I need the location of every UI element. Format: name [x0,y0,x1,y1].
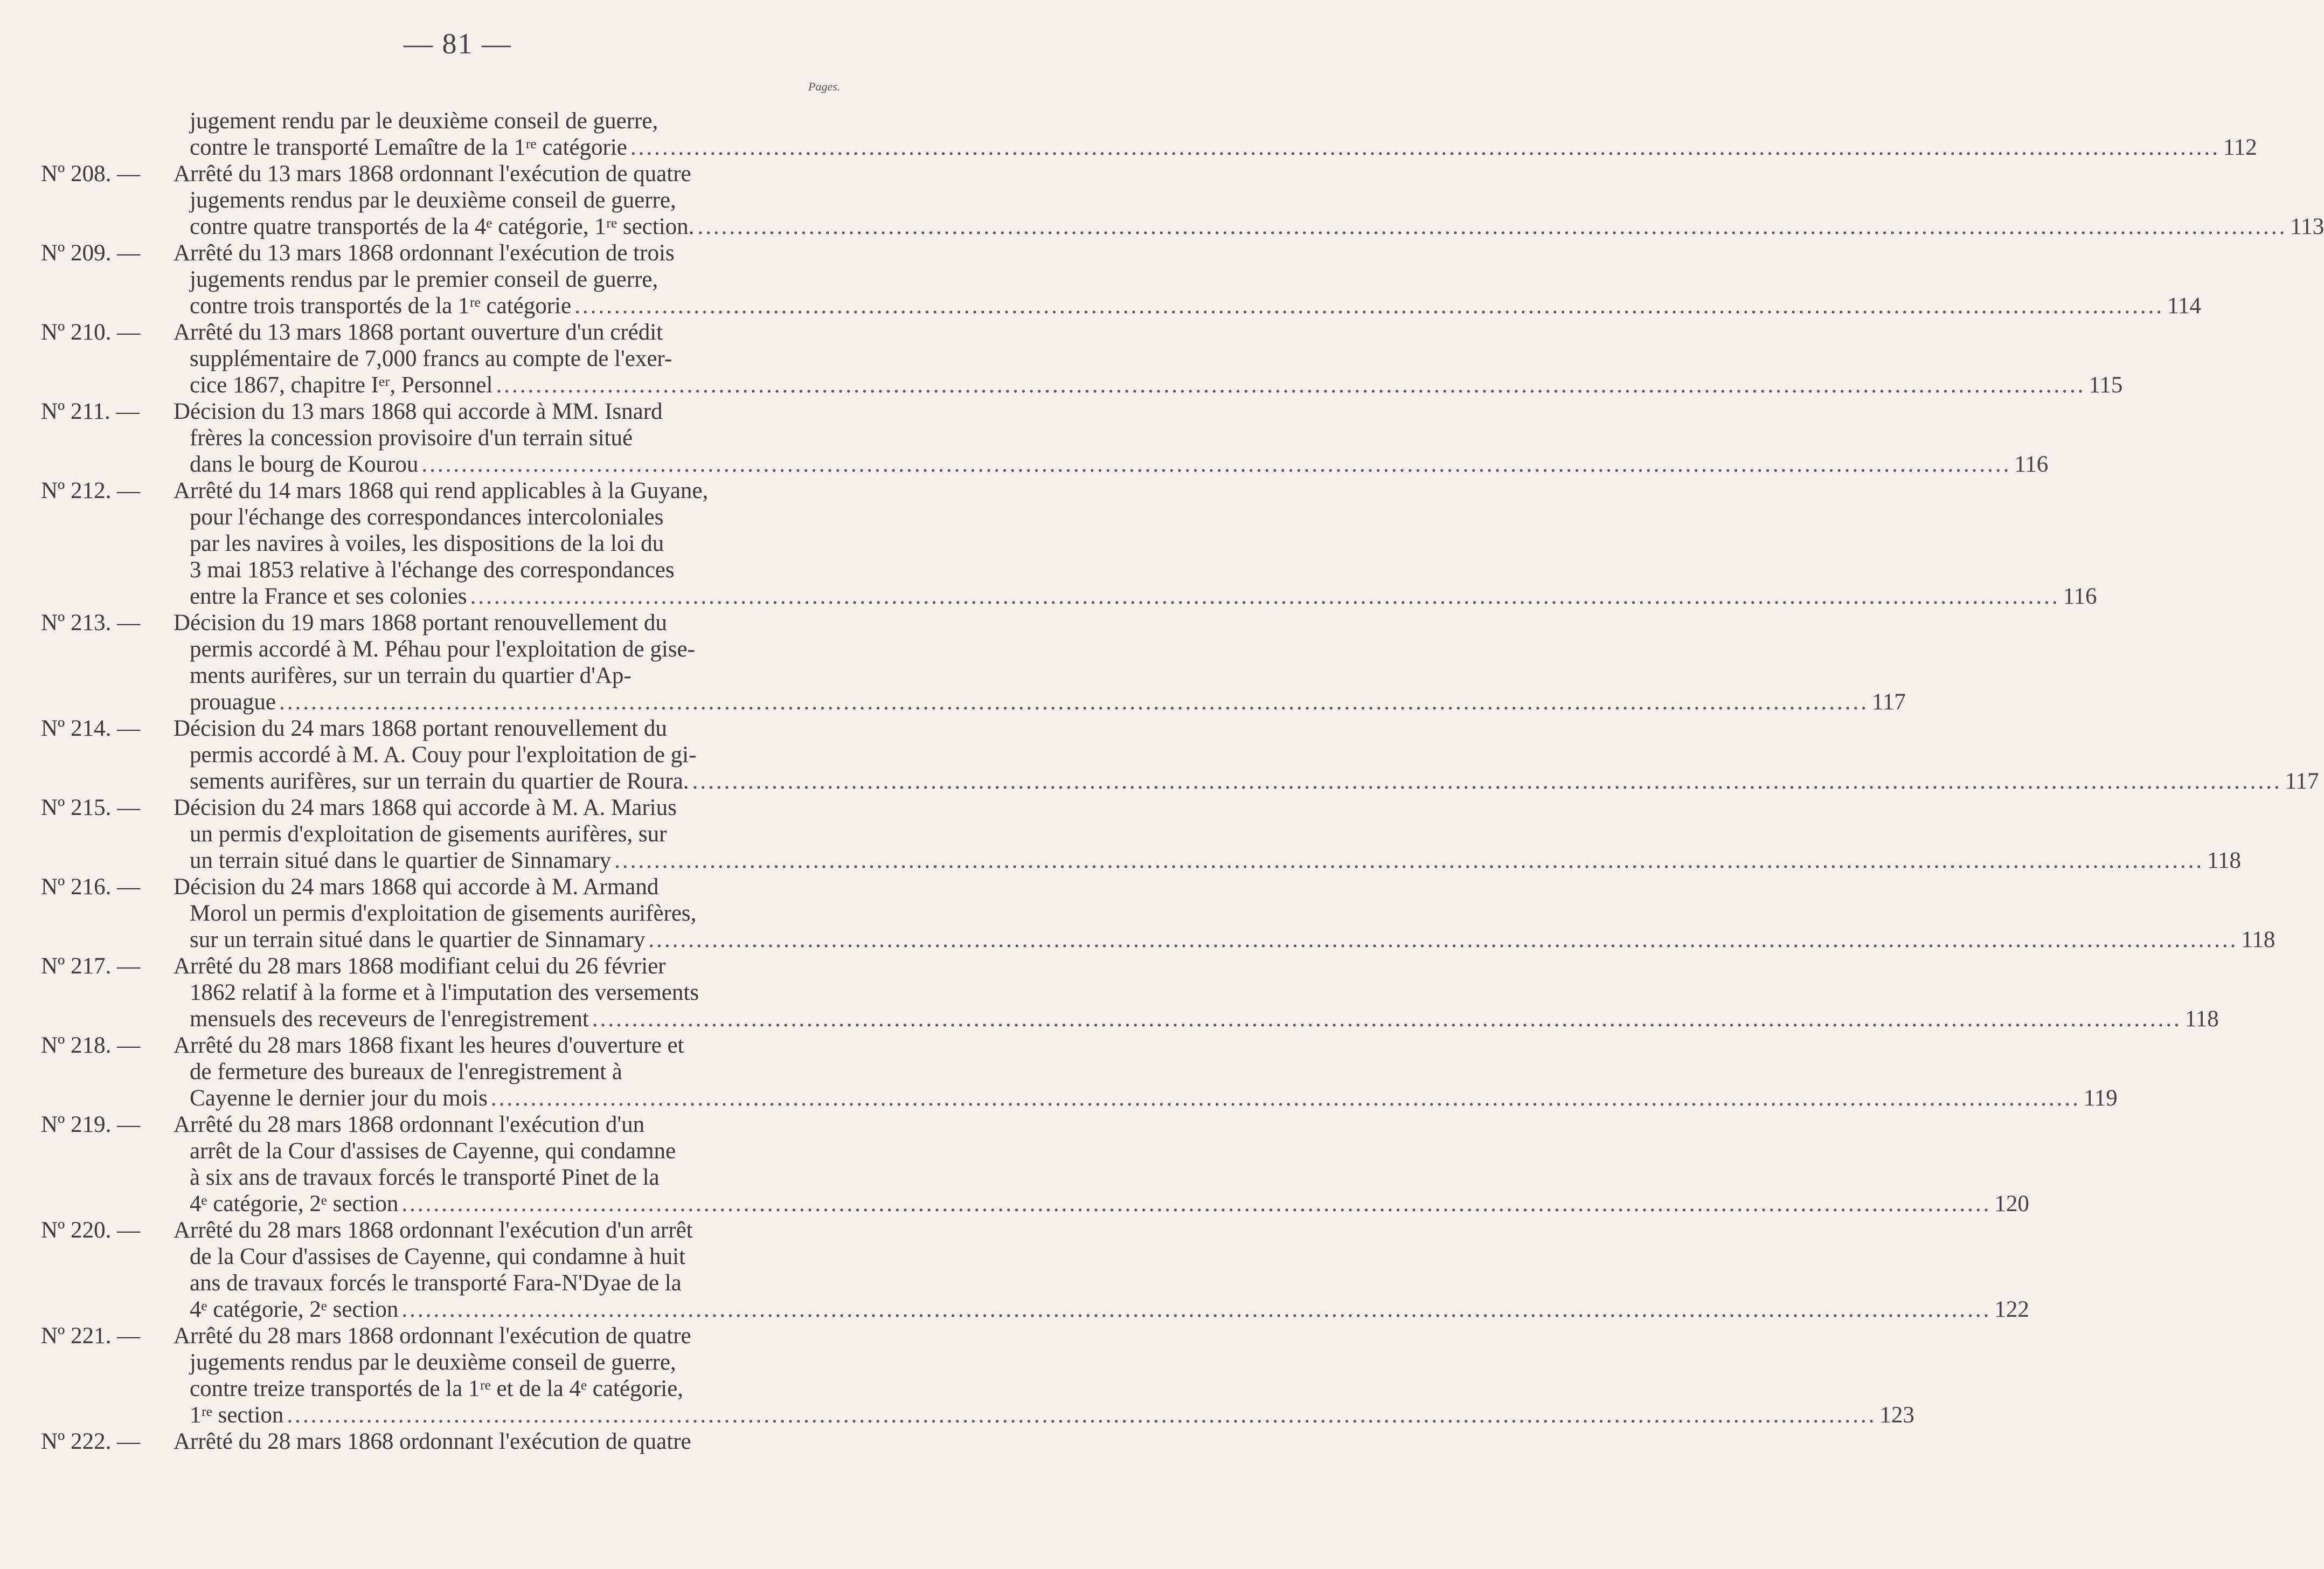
page-reference: 119 [2083,1086,2118,1111]
entry-line [174,794,915,821]
entry-text: Arrêté du 28 mars 1868 ordonnant l'exécution d'un arrêt [174,1218,693,1243]
line-content [190,636,866,662]
line-content [190,1402,1914,1428]
entry-line [174,293,2201,319]
entry-number: Nº 212. — [41,478,141,503]
entry-text: Arrêté du 13 mars 1868 ordonnant l'exécution de quatre [174,161,691,186]
decree-entry [0,1428,915,1455]
line-content [174,478,850,504]
entry-line [174,557,915,583]
decree-entry [0,319,2123,398]
entries-list [0,161,2324,1455]
line-content [190,1138,866,1164]
line-content [174,1032,850,1059]
entry-line [174,266,915,293]
entry-line [174,610,915,636]
entry-lines [174,319,2123,398]
entry-lines [174,398,2049,478]
entry-lines [174,715,2319,794]
line-content [190,345,866,372]
entry-text: mensuels des receveurs de l'enregistrement [190,1006,589,1032]
line-content [174,161,850,187]
entry-text: contre trois transportés de la 1ʳᵉ catégorie [190,293,572,319]
entry-lines [174,1032,2118,1111]
line-content [190,1059,866,1085]
entry-line [174,240,915,266]
entry-line [174,1270,915,1296]
entry-number: Nº 213. — [41,610,141,635]
page-reference: 118 [2241,927,2276,952]
decree-entry [0,478,2097,610]
entry-lines [174,1323,1914,1428]
line-content [190,1085,2118,1111]
entry-text: contre le transporté Lemaître de la 1ʳᵉ catégorie [190,135,627,160]
entry-text: 4ᵉ catégorie, 2ᵉ section [190,1297,399,1322]
entry-line [174,953,915,979]
decree-entry [0,874,2276,953]
entry-text: de la Cour d'assises de Cayenne, qui condamne à huit [190,1244,686,1269]
entry-line [174,1085,2118,1111]
entry-line [174,1164,915,1191]
entry-text: Arrêté du 28 mars 1868 ordonnant l'exécution de quatre [174,1429,691,1454]
entry-line [174,1006,2219,1032]
entry-line [174,1402,1914,1428]
entry-line [174,319,915,345]
entry-line [174,1217,915,1243]
page-reference: 116 [2063,584,2097,609]
decree-entry [0,794,2242,874]
entry-number: Nº 220. — [41,1218,141,1243]
entry-lines [174,953,2219,1032]
entry-line [174,161,915,187]
entry-lines [174,161,2324,240]
entry-number: Nº 221. — [41,1323,141,1349]
page-reference: 113 [2290,214,2324,239]
entry-text: prouague [190,689,276,715]
entry-number: Nº 208. — [41,161,141,186]
entry-text: Arrêté du 13 mars 1868 portant ouverture d'un crédit [174,320,663,345]
dot-leader: ........................................................................................................................................................................................................ [697,214,2287,239]
line-content [190,583,2097,610]
decree-entry [0,1323,1914,1428]
decree-entry [0,1111,2029,1217]
line-content [190,821,866,847]
line-content [174,874,850,900]
line-content [190,1006,2219,1032]
entry-text: dans le bourg de Kourou [190,452,419,477]
line-content [174,715,850,742]
entry-text: un permis d'exploitation de gisements aurifères, sur [190,821,667,847]
line-content [190,108,866,134]
entry-line [174,425,915,451]
entry-text: ments aurifères, sur un terrain du quartier d'Ap- [190,663,632,688]
entry-lines [174,1428,915,1455]
line-content [190,768,2319,794]
entry-line [174,1243,915,1270]
entry-line [174,583,2097,610]
dot-leader: ........................................................................................................................................................................................................ [614,848,2204,873]
entry-line [174,662,915,689]
line-content [174,240,850,266]
entry-number: Nº 215. — [41,795,141,820]
page-reference: 115 [2089,372,2123,398]
entry-text: permis accordé à M. A. Couy pour l'exploitation de gi- [190,742,697,768]
entry-line [174,478,915,504]
entry-line [174,1059,915,1085]
line-content [190,213,2324,240]
page-reference: 117 [2285,769,2319,794]
line-content [190,372,2123,398]
entry-text: frères la concession provisoire d'un terrain situé [190,425,633,451]
decree-entry [0,953,2219,1032]
line-content [174,610,850,636]
entry-number: Nº 214. — [41,716,141,741]
decree-entry [0,240,2201,319]
entry-line [174,134,2257,161]
dot-leader: ........................................................................................................................................................................................................ [401,1297,1992,1322]
entry-line [174,927,2276,953]
line-content [190,927,2276,953]
line-content [190,451,2049,478]
decree-entry [0,1217,2029,1323]
entry-number: Nº 219. — [41,1112,141,1137]
line-content [190,662,866,689]
page-number: — 81 — [404,27,512,60]
entry-line [174,1296,2029,1323]
entry-text: Décision du 13 mars 1868 qui accorde à MM. Isnard [174,399,663,424]
entry-text: contre treize transportés de la 1ʳᵉ et de la 4ᵉ catégorie, [190,1376,684,1401]
line-content [174,398,850,425]
entry-text: Décision du 24 mars 1868 qui accorde à M. Armand [174,874,659,900]
dot-leader: ........................................................................................................................................................................................................ [490,1086,2080,1111]
entry-text: Arrêté du 28 mars 1868 ordonnant l'exécution de quatre [174,1323,691,1349]
page-reference: 118 [2184,1006,2219,1032]
entry-text: 1862 relatif à la forme et à l'imputation des versements [190,980,699,1005]
line-content [190,187,866,213]
line-content [190,689,1906,715]
entry-line [174,742,915,768]
decree-entry [0,610,1906,715]
entry-line [174,1138,915,1164]
line-content [190,900,866,927]
entry-line [174,504,915,530]
entry-line [174,874,915,900]
entry-text: Arrêté du 28 mars 1868 fixant les heures d'ouverture et [174,1033,684,1058]
entry-text: 1ʳᵉ section [190,1402,284,1428]
entry-text: Morol un permis d'exploitation de gisements aurifères, [190,901,697,926]
line-content [190,266,866,293]
dot-leader: ........................................................................................................................................................................................................ [421,452,2011,477]
entry-text: Arrêté du 28 mars 1868 modifiant celui du 26 février [174,953,666,979]
entry-text: arrêt de la Cour d'assises de Cayenne, qui condamne [190,1138,676,1164]
dot-leader: ........................................................................................................................................................................................................ [592,1006,2182,1032]
entry-number: Nº 217. — [41,953,141,979]
line-content [190,1296,2029,1323]
line-content [190,293,2201,319]
line-content [190,1270,866,1296]
entry-number: Nº 222. — [41,1429,141,1454]
entry-text: ans de travaux forcés le transporté Fara-N'Dyae de la [190,1270,682,1296]
entry-line [174,821,915,847]
dot-leader: ........................................................................................................................................................................................................ [630,135,2220,160]
entry-lines [174,478,2097,610]
entry-line [174,1323,915,1349]
entry-line [174,213,2324,240]
line-content [174,794,850,821]
line-content [190,1376,866,1402]
entry-line [174,900,915,927]
entry-line [174,372,2123,398]
dot-leader: ........................................................................................................................................................................................................ [470,584,2060,609]
entry-text: contre quatre transportés de la 4ᵉ catégorie, 1ʳᵉ section. [190,214,695,239]
dot-leader: ........................................................................................................................................................................................................ [287,1402,1877,1428]
entry-line [174,1032,915,1059]
entry-line [174,398,915,425]
decree-entry [0,715,2319,794]
dot-leader: ........................................................................................................................................................................................................ [648,927,2238,952]
entry-text: un terrain situé dans le quartier de Sinnamary [190,848,612,873]
entry-line [174,715,915,742]
page-reference: 114 [2167,293,2201,319]
dot-leader: ........................................................................................................................................................................................................ [401,1191,1992,1217]
line-content [174,1323,850,1349]
entry-text: supplémentaire de 7,000 francs au compte de l'exer- [190,346,672,371]
entry-line [174,451,2049,478]
entry-text: 4ᵉ catégorie, 2ᵉ section [190,1191,399,1217]
page-reference: 122 [1994,1297,2029,1322]
line-content [174,1111,850,1138]
entry-text: permis accordé à M. Péhau pour l'exploitation de gise- [190,637,695,662]
line-content [190,742,866,768]
page-reference: 120 [1994,1191,2029,1217]
entry-line [174,1191,2029,1217]
decree-entry [0,398,2049,478]
entry-lines [174,1111,2029,1217]
dot-leader: ........................................................................................................................................................................................................ [574,293,2165,319]
entry-number: Nº 209. — [41,240,141,266]
line-content [190,530,866,557]
line-content [190,1243,866,1270]
entry-lines [174,874,2276,953]
page-reference: 118 [2207,848,2242,873]
line-content [174,1217,850,1243]
entry-line [174,345,915,372]
entry-text: jugements rendus par le premier conseil de guerre, [190,267,658,292]
decree-entry [0,1032,2118,1111]
entry-lines [174,240,2201,319]
line-content [190,979,866,1006]
entry-text: 3 mai 1853 relative à l'échange des correspondances [190,557,675,583]
entry-line [174,108,915,134]
entry-text: jugements rendus par le deuxième conseil de guerre, [190,1350,676,1375]
entry-text: de fermeture des bureaux de l'enregistrement à [190,1059,622,1084]
dot-leader: ........................................................................................................................................................................................................ [279,689,1869,715]
line-content [174,1428,850,1455]
page-reference: 112 [2223,135,2257,160]
line-content [190,1349,866,1376]
entry-text: Décision du 24 mars 1868 portant renouvellement du [174,716,667,741]
entry-text: sur un terrain situé dans le quartier de Sinnamary [190,927,646,952]
entry-text: entre la France et ses colonies [190,584,467,609]
entry-lines [174,1217,2029,1323]
entry-text: sements aurifères, sur un terrain du quartier de Roura. [190,769,689,794]
line-content [190,425,866,451]
entry-lines [174,610,1906,715]
line-content [190,504,866,530]
entry-text: pour l'échange des correspondances intercoloniales [190,504,664,530]
entry-text: Arrêté du 28 mars 1868 ordonnant l'exécution d'un [174,1112,645,1137]
line-content [190,557,866,583]
entry-line [174,768,2319,794]
dot-leader: ........................................................................................................................................................................................................ [496,372,2086,398]
entry-line [174,187,915,213]
line-content [190,1191,2029,1217]
continued-entry-lines [174,108,2257,161]
entry-line [174,1376,915,1402]
line-content [174,953,850,979]
entry-number: Nº 216. — [41,874,141,900]
line-content [174,319,850,345]
entry-line [174,1349,915,1376]
page-reference: 116 [2014,452,2049,477]
entry-line [174,1111,915,1138]
entry-text: cice 1867, chapitre Iᵉʳ, Personnel [190,372,493,398]
page-reference: 117 [1872,689,1906,715]
entry-line [174,636,915,662]
entry-number: Nº 210. — [41,320,141,345]
dot-leader: ........................................................................................................................................................................................................ [692,769,2282,794]
entry-number: Nº 211. — [41,399,140,424]
entry-text: jugements rendus par le deuxième conseil de guerre, [190,188,676,213]
entry-line [174,689,1906,715]
entry-text: Décision du 19 mars 1868 portant renouvellement du [174,610,667,635]
entry-line [174,1428,915,1455]
line-content [190,134,2257,161]
entry-lines [174,794,2242,874]
entry-text: Décision du 24 mars 1868 qui accorde à M. A. Marius [174,795,677,820]
page-reference: 123 [1879,1402,1914,1428]
pages-column-label: Pages. [808,80,841,93]
entry-text: Cayenne le dernier jour du mois [190,1086,488,1111]
line-content [190,847,2242,874]
entry-text: jugement rendu par le deuxième conseil de guerre, [190,108,658,134]
entry-text: à six ans de travaux forcés le transporté Pinet de la [190,1165,660,1190]
entry-line [174,530,915,557]
continued-entry [0,108,2257,161]
line-content [190,1164,866,1191]
entry-number: Nº 218. — [41,1033,141,1058]
entry-text: par les navires à voiles, les dispositions de la loi du [190,531,664,556]
entry-text: Arrêté du 13 mars 1868 ordonnant l'exécution de trois [174,240,675,266]
decree-entry [0,161,2324,240]
entry-line [174,847,2242,874]
entry-text: Arrêté du 14 mars 1868 qui rend applicables à la Guyane, [174,478,709,503]
entry-line [174,979,915,1006]
